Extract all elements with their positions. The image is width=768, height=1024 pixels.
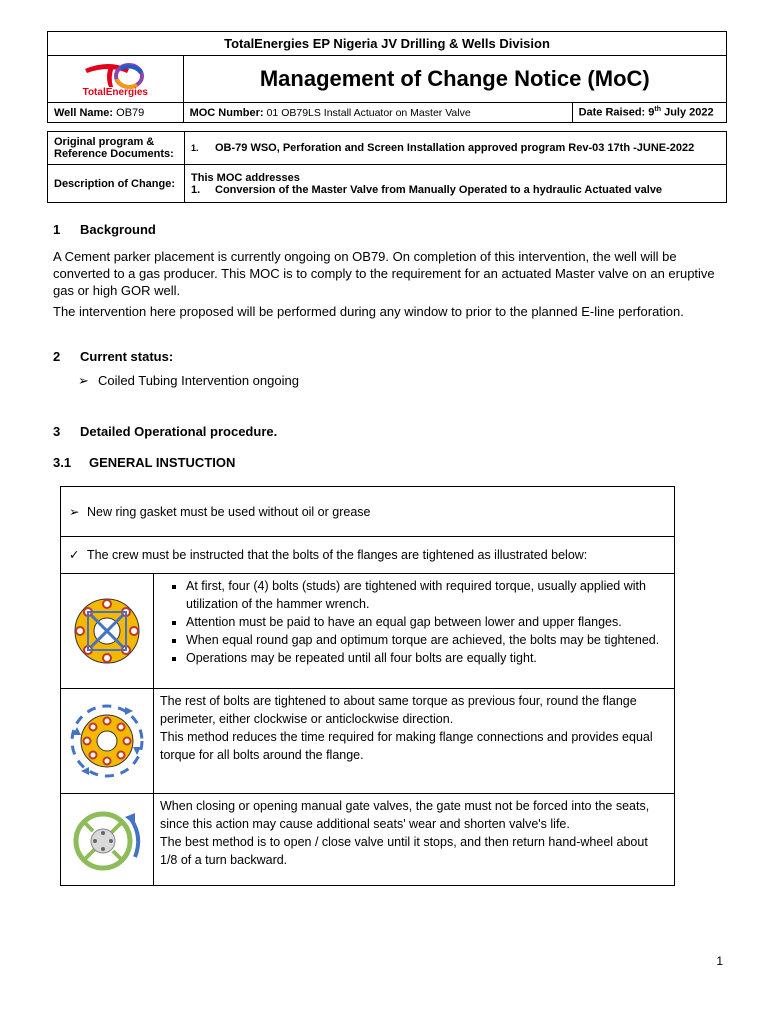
description-value: Conversion of the Master Valve from Manually Operated to a hydraulic Actuated valve xyxy=(215,183,663,196)
check-mark-icon: ✓ xyxy=(69,548,80,562)
gate-valve-warning-text: When closing or opening manual gate valves, the gate must not be forced into the seats, since this action may cause additional seats' wear and shorten valve's life. xyxy=(160,799,650,831)
well-name-value: OB79 xyxy=(116,106,145,119)
current-status-item xyxy=(78,373,299,389)
tightening-step: ▪ At first, four (4) bolts (studs) are tightened with required torque, usually applied with utilization of the hammer wrench. xyxy=(186,577,668,613)
gate-valve-method-text: The best method is to open / close valve until it stops, and then return hand-wheel about 1/8 of a turn backward. xyxy=(160,835,648,867)
well-name-cell xyxy=(48,103,184,123)
cross-tighten-diagram-cell xyxy=(61,574,154,689)
tightening-steps-list xyxy=(160,577,668,667)
totalenergies-logo xyxy=(60,61,170,98)
rest-of-bolts-text: The rest of bolts are tightened to about same torque as previous four, round the flange perimeter, either clockwise or anticlockwise direction. xyxy=(160,694,637,726)
section-3-1-heading xyxy=(53,455,235,470)
tightening-step: ▪ Attention must be paid to have an equal gap between lower and upper flanges. xyxy=(186,613,668,631)
procedure-row-2 xyxy=(61,537,675,574)
logo-cell xyxy=(48,56,184,103)
arrow-bullet-icon: ➢ xyxy=(69,504,80,519)
tightening-step: ▪ When equal round gap and optimum torque are achieved, the bolts may be tightened. xyxy=(186,631,668,649)
section-3-1-title: GENERAL INSTUCTION xyxy=(89,455,236,470)
section-2-title: Current status: xyxy=(80,349,174,364)
description-value-cell xyxy=(185,165,727,203)
moc-number-cell xyxy=(183,103,572,123)
date-raised-label: Date Raised: xyxy=(578,106,646,119)
ring-gasket-note: New ring gasket must be used without oil or grease xyxy=(87,504,371,519)
page-number: 1 xyxy=(716,954,723,968)
section-3-1-number: 3.1 xyxy=(53,455,72,470)
procedure-row-1 xyxy=(61,487,675,537)
current-status-text: Coiled Tubing Intervention ongoing xyxy=(98,373,299,388)
method-benefit-text: This method reduces the time required for making flange connections and provides equal torque for all bolts around the flange. xyxy=(160,730,653,762)
section-1-number: 1 xyxy=(53,222,61,237)
logo-mark-icon xyxy=(79,61,151,89)
section-3-number: 3 xyxy=(53,424,61,439)
procedure-table xyxy=(60,486,675,886)
well-name-label: Well Name: xyxy=(54,106,114,119)
section-2-heading xyxy=(53,349,173,364)
background-paragraph-2: The intervention here proposed will be performed during any window to prior to the planned E-line perforation. xyxy=(53,304,684,319)
gate-valve-diagram-cell xyxy=(61,794,154,886)
logo-text: TotalEnergies xyxy=(82,86,148,98)
circular-tightening-flange-icon xyxy=(67,701,147,781)
original-program-num: 1. xyxy=(191,143,199,153)
arrow-bullet-icon: ➢ xyxy=(78,373,89,388)
tightening-step: ▪ Operations may be repeated until all four bolts are equally tight. xyxy=(186,649,668,667)
moc-number-value: 01 OB79LS Install Actuator on Master Valve xyxy=(266,106,471,119)
original-program-value: OB-79 WSO, Perforation and Screen Installation approved program Rev-03 17th -JUNE-2022 xyxy=(215,142,695,154)
original-program-label: Original program & Reference Documents: xyxy=(48,132,185,165)
date-day: 9 xyxy=(648,106,655,119)
round-tighten-instructions xyxy=(154,689,675,794)
crew-instruction-note: The crew must be instructed that the bolts of the flanges are tightened as illustrated below: xyxy=(87,548,588,562)
section-1-heading xyxy=(53,222,156,237)
header-table xyxy=(47,31,727,123)
section-3-title: Detailed Operational procedure. xyxy=(80,424,278,439)
date-suffix: th xyxy=(654,106,662,114)
info-table xyxy=(47,131,727,203)
gate-valve-handwheel-icon xyxy=(65,805,149,875)
section-2-number: 2 xyxy=(53,349,61,364)
section-3-heading xyxy=(53,424,277,439)
document-title: Management of Change Notice (MoC) xyxy=(183,56,726,103)
cross-tighten-instructions xyxy=(154,574,675,689)
description-num: 1. xyxy=(191,183,201,196)
section-1-title: Background xyxy=(80,222,156,237)
original-program-value-cell xyxy=(185,132,727,165)
organization-name: TotalEnergies EP Nigeria JV Drilling & Wells Division xyxy=(48,32,727,56)
moc-number-label: MOC Number: xyxy=(189,106,264,119)
description-intro: This MOC addresses xyxy=(191,171,300,184)
background-paragraph-1: A Cement parker placement is currently ongoing on OB79. On completion of this intervention, the well will be converted to a gas producer. This MOC is to comply to the requirement for an actuated Master valve on an eruptive gas or high GOR well. xyxy=(53,249,715,298)
date-rest: July 2022 xyxy=(664,106,714,119)
round-tighten-diagram-cell xyxy=(61,689,154,794)
cross-tightening-flange-icon xyxy=(72,596,142,666)
date-raised-cell xyxy=(572,103,726,123)
description-label: Description of Change: xyxy=(48,165,185,203)
gate-valve-instructions xyxy=(154,794,675,886)
